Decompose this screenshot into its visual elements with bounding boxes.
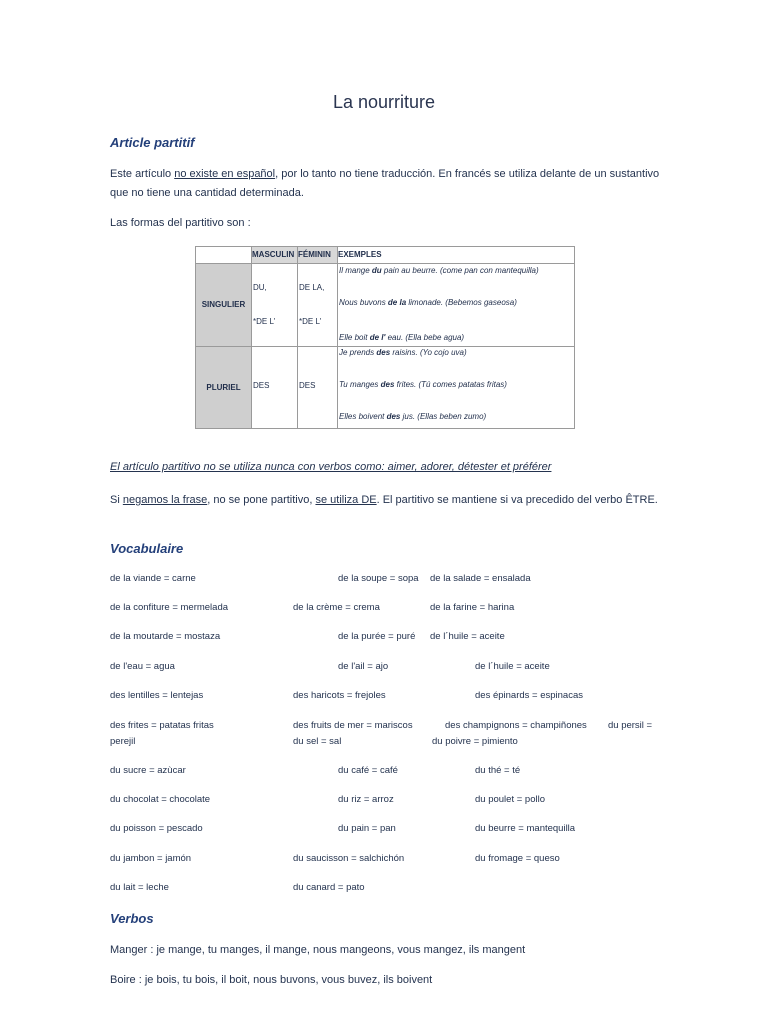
vocab-item: du poulet = pollo xyxy=(475,794,545,805)
forms-intro: Las formas del partitivo son : xyxy=(110,217,251,229)
intro-paragraph xyxy=(110,165,662,203)
vocab-item: du persil = xyxy=(608,720,653,731)
vocab-item: du beurre = mantequilla xyxy=(475,823,576,834)
vocab-item: du saucisson = salchichón xyxy=(293,853,405,864)
vocab-item: de la farine = harina xyxy=(430,602,515,613)
intro-text-a: Este artículo xyxy=(110,168,175,180)
partitive-table xyxy=(195,246,575,429)
vocab-item: de la salade = ensalada xyxy=(430,573,531,584)
sing-masc-2: *DE L' xyxy=(253,317,276,326)
vocab-item: des champignons = champiñones xyxy=(445,720,587,731)
header-masculin: MASCULIN xyxy=(252,247,297,263)
example-sing-2: Nous buvons de la limonade. (Bebemos gaseosa) xyxy=(339,298,517,307)
intro-underlined: no existe en español xyxy=(174,168,276,180)
vocab-item: des fruits de mer = mariscos xyxy=(293,720,413,731)
vocab-item: de la moutarde = mostaza xyxy=(110,631,221,642)
example-sing-1: Il mange du pain au beurre. (come pan con mantequilla) xyxy=(339,266,539,275)
vocab-item: de l'ail = ajo xyxy=(338,661,389,672)
vocab-item: de la soupe = sopa xyxy=(338,573,419,584)
page-title: La nourriture xyxy=(332,92,436,112)
vocab-item: des haricots = frejoles xyxy=(293,690,386,701)
section-heading-vocab: Vocabulaire xyxy=(110,541,184,556)
example-sing-3: Elle boit de l' eau. (Ella bebe agua) xyxy=(339,333,465,342)
example-plur-1: Je prends des raisins. (Yo cojo uva) xyxy=(339,348,467,357)
vocab-item: de l´huile = aceite xyxy=(475,661,550,672)
negation-underline-1: negamos la frase xyxy=(122,494,208,506)
vocab-item: du sel = sal xyxy=(293,736,342,747)
vocab-item: du poivre = pimiento xyxy=(432,736,518,747)
vocab-item: du poisson = pescado xyxy=(110,823,203,834)
verb-conjugation-boire: Boire : je bois, tu bois, il boit, nous buvons, vous buvez, ils boivent xyxy=(110,974,433,986)
vocab-item: du lait = leche xyxy=(110,882,169,893)
vocab-item: de la confiture = mermelada xyxy=(110,602,229,613)
plur-masc: DES xyxy=(253,381,270,390)
vocab-item: des épinards = espinacas xyxy=(475,690,584,701)
vocab-item: de l´huile = aceite xyxy=(430,631,505,642)
vocab-item: du chocolat = chocolate xyxy=(110,794,211,805)
vocab-item: du café = café xyxy=(338,765,398,776)
vocab-item: des frites = patatas fritas xyxy=(110,720,214,731)
section-heading-article: Article partitif xyxy=(110,135,195,150)
example-plur-2: Tu manges des frites. (Tú comes patatas fritas) xyxy=(339,380,507,389)
header-exemples: EXEMPLES xyxy=(338,247,574,263)
sing-fem-2: *DE L' xyxy=(299,317,322,326)
vocab-item: du pain = pan xyxy=(338,823,396,834)
vocab-item: du sucre = azùcar xyxy=(110,765,186,776)
vocab-item: de la viande = carne xyxy=(110,573,196,584)
row-label-pluriel: PLURIEL xyxy=(196,347,251,428)
vocab-item: perejil xyxy=(110,736,136,747)
vocab-item: de la crème = crema xyxy=(293,602,380,613)
sing-masc-1: DU, xyxy=(253,283,267,292)
vocab-item: des lentilles = lentejas xyxy=(110,690,204,701)
negation-underline-2: se utiliza DE xyxy=(315,494,377,506)
example-plur-3: Elles boivent des jus. (Ellas beben zumo) xyxy=(339,412,487,421)
sing-fem-1: DE LA, xyxy=(299,283,325,292)
negation-paragraph: Si negamos la frase, no se pone partitivo, se utiliza DE. El partitivo se mantiene si va precedido del verbo ÊTRE. xyxy=(110,494,658,506)
vocab-item: du riz = arroz xyxy=(338,794,394,805)
vocab-item: du jambon = jamón xyxy=(110,853,192,864)
vocab-item: de la purée = puré xyxy=(338,631,416,642)
verb-conjugation-manger: Manger : je mange, tu manges, il mange, nous mangeons, vous mangez, ils mangent xyxy=(110,944,526,956)
header-feminin: FÉMININ xyxy=(298,247,337,263)
section-heading-verbs: Verbos xyxy=(110,911,154,926)
vocab-item: du canard = pato xyxy=(293,882,365,893)
intro-text-b: , por lo tanto no tiene traducción. En francés se utiliza delante de un sustantivo que no tiene una cantidad determinada. xyxy=(110,168,660,199)
row-label-singulier: SINGULIER xyxy=(196,264,251,346)
vocab-item: de l'eau = agua xyxy=(110,661,175,672)
usage-note: El artículo partitivo no se utiliza nunca con verbos como: aimer, adorer, détester et préférer xyxy=(110,461,552,473)
plur-fem: DES xyxy=(299,381,316,390)
vocab-item: du thé = té xyxy=(475,765,521,776)
vocab-item: du fromage = queso xyxy=(475,853,560,864)
